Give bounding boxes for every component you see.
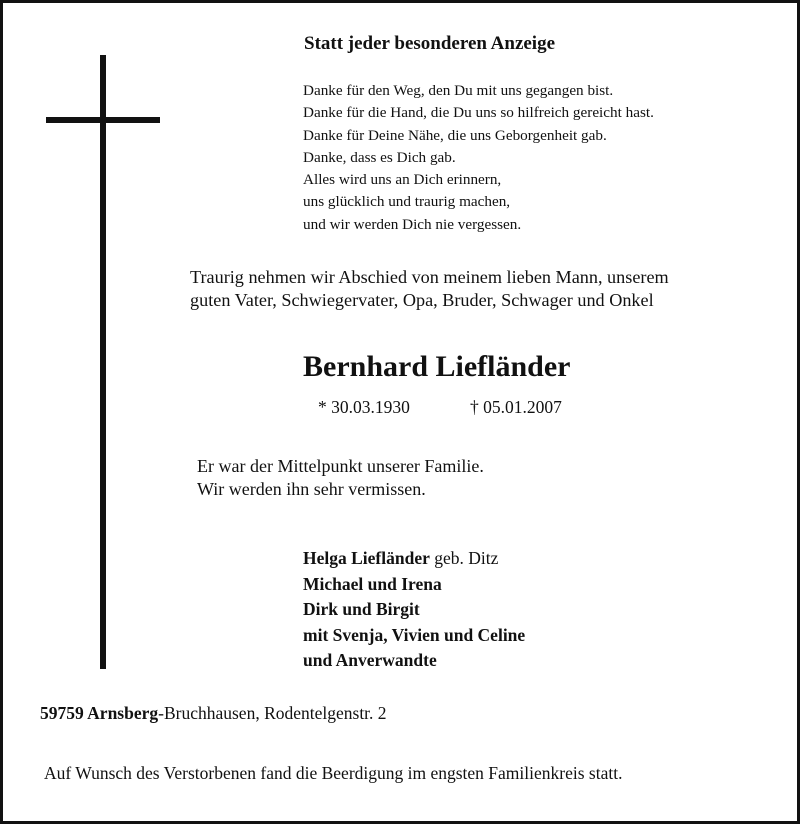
poem-line: Danke, dass es Dich gab. [303, 148, 456, 166]
poem-line: Danke für Deine Nähe, die uns Geborgenheit gab. [303, 126, 607, 144]
family-line-widow [303, 546, 525, 572]
widow-name: Helga Liefländer [303, 548, 430, 568]
poem [303, 80, 654, 236]
poem-line: Danke für den Weg, den Du mit uns gegangen bist. [303, 82, 614, 99]
intro-line: guten Vater, Schwiegervater, Opa, Bruder, Schwager und Onkel [190, 290, 654, 310]
message-line: Wir werden ihn sehr vermissen. [197, 479, 426, 499]
family-line: Dirk und Birgit [303, 599, 420, 619]
death-date: † 05.01.2007 [470, 397, 562, 417]
intro-text [190, 266, 669, 312]
address [40, 703, 387, 724]
intro-line: Traurig nehmen wir Abschied von meinem lieben Mann, unserem [190, 267, 669, 287]
message-line: Er war der Mittelpunkt unserer Familie. [197, 456, 484, 476]
birth-date: * 30.03.1930 [318, 397, 410, 417]
family-line: mit Svenja, Vivien und Celine [303, 624, 526, 645]
family-line: und Anverwandte [303, 650, 437, 670]
poem-line: uns glücklich und traurig machen, [303, 193, 511, 211]
deceased-name: Bernhard Liefländer [303, 350, 571, 383]
poem-line: und wir werden Dich nie vergessen. [303, 215, 522, 233]
address-street: -Bruchhausen, Rodentelgenstr. 2 [158, 703, 387, 723]
family-signatures [303, 546, 525, 674]
cross-icon-vertical [100, 55, 106, 669]
notice-header: Statt jeder besonderen Anzeige [304, 33, 556, 54]
farewell-message [197, 455, 484, 501]
widow-maiden-name: geb. Ditz [434, 548, 499, 568]
poem-line: Danke für die Hand, die Du uns so hilfreich gereicht hast. [303, 104, 654, 122]
poem-line: Alles wird uns an Dich erinnern, [303, 171, 502, 189]
family-line: Michael und Irena [303, 573, 442, 594]
cross-icon-horizontal [46, 117, 160, 123]
address-city: 59759 Arnsberg [40, 703, 159, 723]
funeral-note: Auf Wunsch des Verstorbenen fand die Beerdigung im engsten Familienkreis statt. [44, 763, 623, 783]
